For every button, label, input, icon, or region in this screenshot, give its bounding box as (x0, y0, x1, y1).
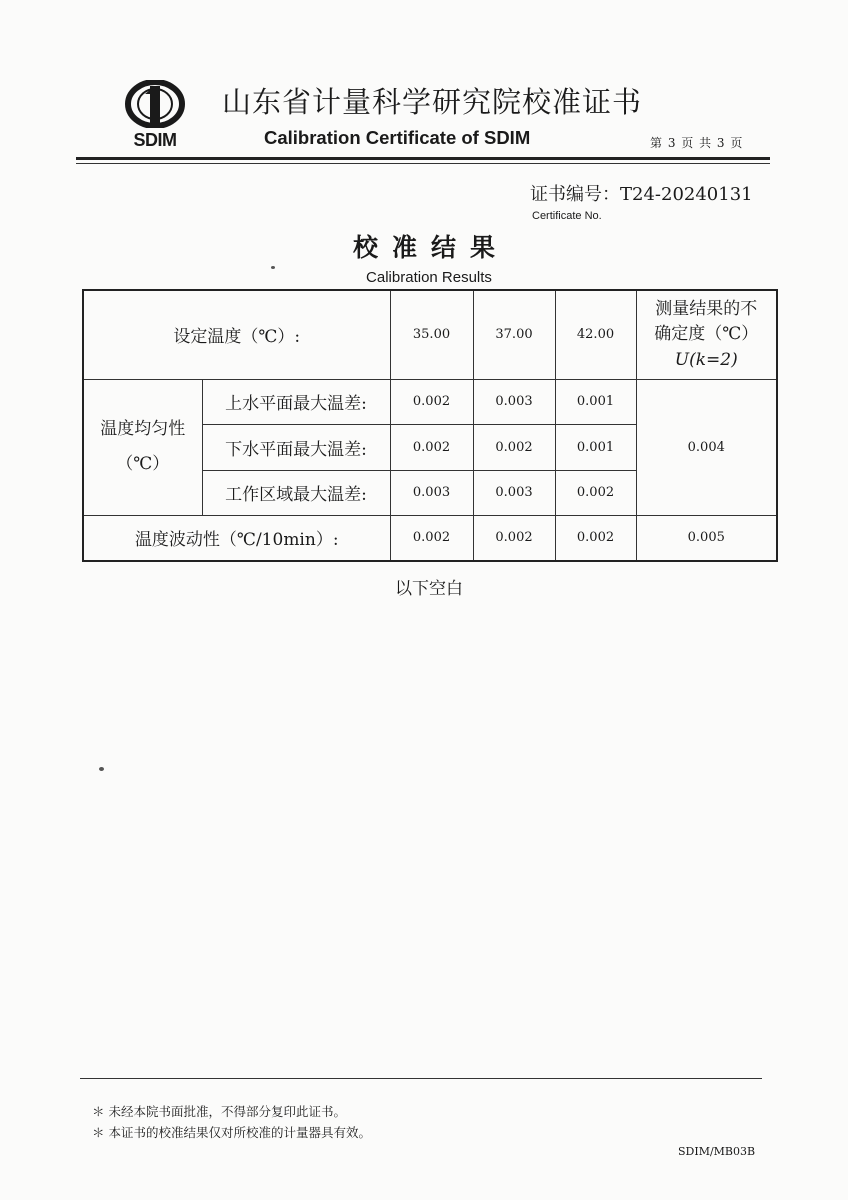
table-cell: 0.002 (390, 424, 473, 470)
scan-speck (99, 767, 104, 771)
table-cell: 0.002 (555, 515, 636, 561)
uniformity-uncertainty: 0.004 (636, 379, 777, 515)
row-label: 下水平面最大温差: (202, 424, 390, 470)
table-cell: 0.002 (390, 379, 473, 424)
uncertainty-header-line2: 确定度（℃） (654, 324, 759, 344)
table-cell: 0.002 (473, 424, 555, 470)
uniformity-label-line2: （℃） (116, 454, 170, 474)
table-cell: 0.002 (555, 470, 636, 515)
scan-speck (271, 266, 275, 269)
fluctuation-uncertainty: 0.005 (636, 515, 777, 561)
uniformity-label-line1: 温度均匀性 (100, 418, 186, 439)
form-code: SDIM/MB03B (678, 1145, 756, 1158)
footer-note: ＊ 未经本院书面批准，不得部分复印此证书。 (92, 1104, 346, 1119)
uniformity-label (83, 379, 202, 515)
blank-below-note: 以下空白 (395, 579, 463, 599)
table-cell: 0.003 (473, 379, 555, 424)
header-rule-thin (76, 163, 770, 164)
fluctuation-label: 温度波动性（℃/10min）: (83, 515, 390, 561)
footer-rule (80, 1078, 762, 1079)
table-row (83, 379, 777, 424)
certificate-number-value: T24-20240131 (620, 184, 753, 205)
certificate-title-en: Calibration Certificate of SDIM (264, 127, 531, 148)
logo-text: SDIM (133, 130, 177, 150)
page-number: 第 3 页 共 3 页 (650, 136, 743, 150)
table-cell: 0.003 (473, 470, 555, 515)
table-cell: 0.002 (390, 515, 473, 561)
table-cell: 0.002 (473, 515, 555, 561)
table-cell: 0.001 (555, 379, 636, 424)
table-cell: 0.001 (555, 424, 636, 470)
set-temperature-value: 37.00 (473, 290, 555, 379)
certificate-number (530, 180, 753, 206)
calibration-results-table (82, 289, 778, 562)
row-label: 工作区域最大温差: (202, 470, 390, 515)
set-temperature-value: 35.00 (390, 290, 473, 379)
header-rule-thick (76, 157, 770, 160)
set-temperature-row (83, 290, 777, 379)
row-label: 上水平面最大温差: (202, 379, 390, 424)
fluctuation-row (83, 515, 777, 561)
sdim-emblem-icon (123, 80, 187, 128)
certificate-number-label: 证书编号： (530, 184, 620, 205)
set-temperature-value: 42.00 (555, 290, 636, 379)
set-temperature-label: 设定温度（℃）: (83, 290, 390, 379)
uncertainty-header-line3: U(k=2) (674, 349, 738, 370)
table-cell: 0.003 (390, 470, 473, 515)
footer-note: ＊ 本证书的校准结果仅对所校准的计量器具有效。 (92, 1125, 371, 1140)
uncertainty-header-line1: 测量结果的不 (655, 298, 758, 319)
sdim-logo (123, 80, 187, 152)
results-title-en: Calibration Results (366, 269, 492, 286)
uncertainty-header (636, 290, 777, 379)
results-title-cn: 校准结果 (352, 233, 509, 262)
institute-title-cn: 山东省计量科学研究院校准证书 (222, 85, 643, 119)
certificate-number-label-en: Certificate No. (532, 210, 602, 222)
